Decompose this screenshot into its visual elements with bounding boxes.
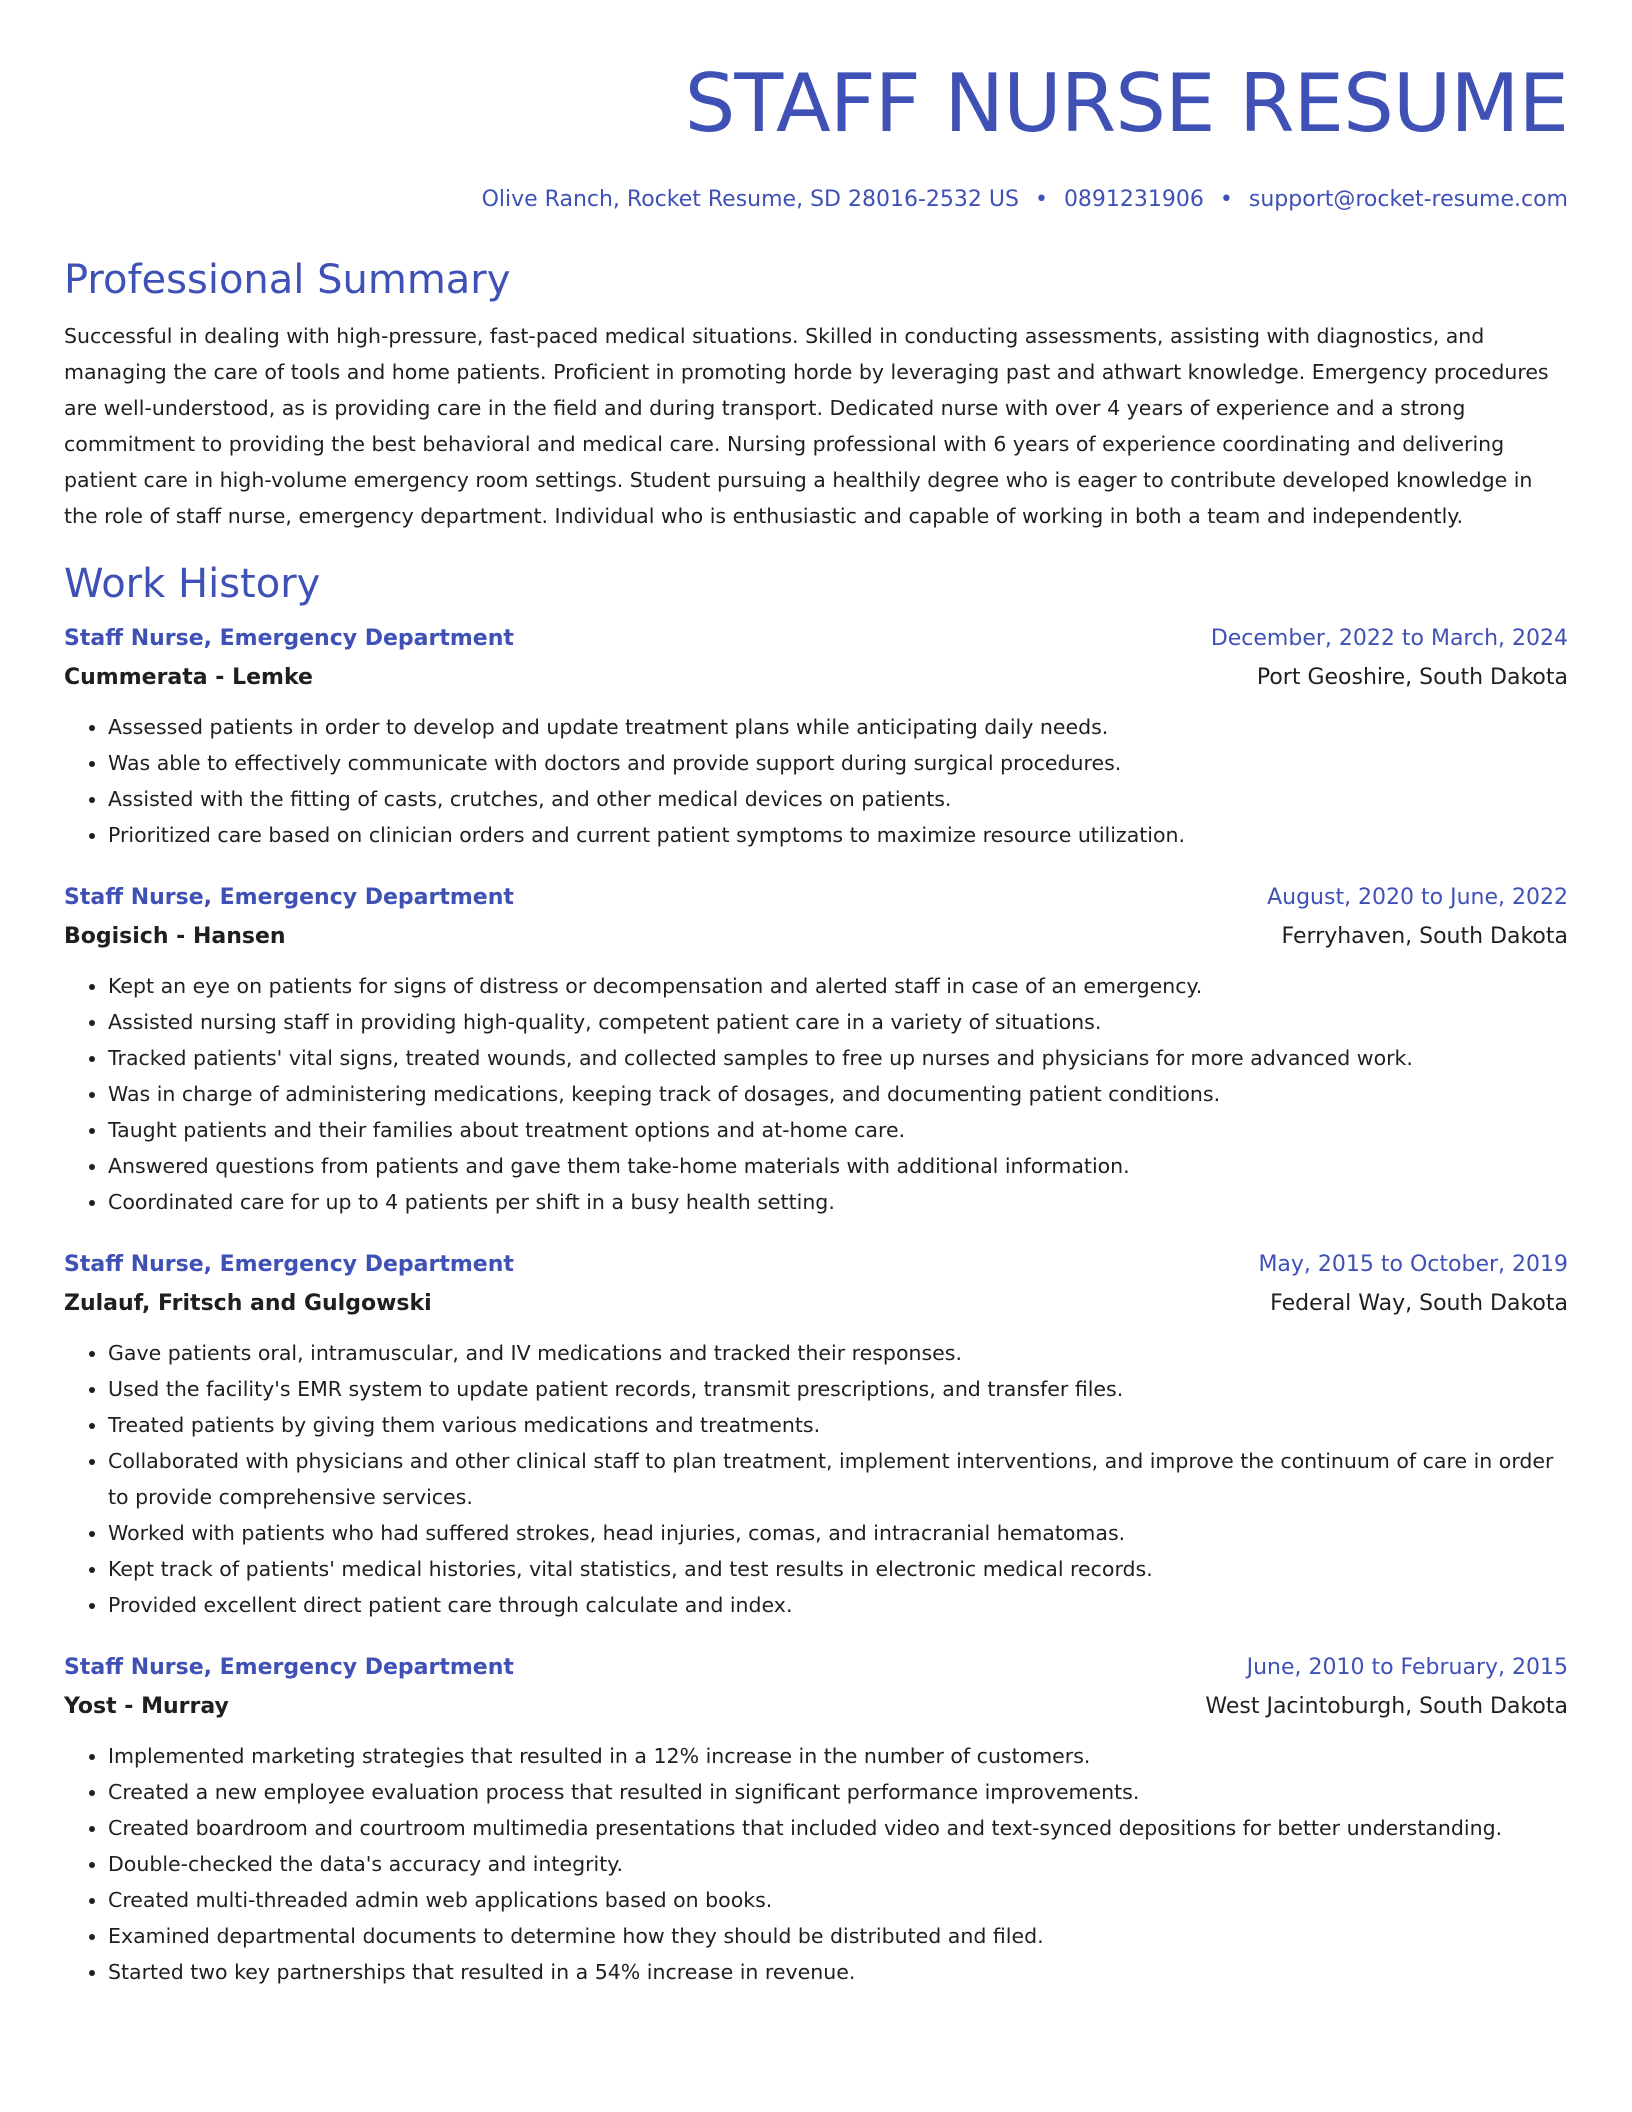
job-bullets — [64, 968, 1568, 1220]
job-company: Yost - Murray — [64, 1694, 229, 1719]
job-bullet: • Kept an eye on patients for signs of distress or decompensation and alerted staff in case of an emergency. — [108, 968, 1568, 1004]
job-bullet: • Kept track of patients' medical histories, vital statistics, and test results in electronic medical records. — [108, 1551, 1568, 1587]
job-bullet: • Gave patients oral, intramuscular, and IV medications and tracked their responses. — [108, 1335, 1568, 1371]
job-bullet: • Implemented marketing strategies that resulted in a 12% increase in the number of customers. — [108, 1738, 1568, 1774]
job-title-row — [64, 1250, 1568, 1280]
summary-text: Successful in dealing with high-pressure, fast-paced medical situations. Skilled in conducting assessments, assisting with diagnostics, and managing the care of tools and home patients. Proficient in promoting horde by leveraging past and athwart knowledge. Emergency procedures are well-understood, as is providing care in the field and during transport. Dedicated nurse with over 4 years of experience and a strong commitment to providing the best behavioral and medical care. Nursing professional with 6 years of experience coordinating and delivering patient care in high-volume emergency room settings. Student pursuing a healthily degree who is eager to contribute developed knowledge in the role of staff nurse, emergency department. Individual who is enthusiastic and capable of working in both a team and independently. — [64, 324, 1549, 528]
contact-line — [64, 186, 1568, 214]
job-title: Staff Nurse, Emergency Department — [64, 626, 514, 651]
job-bullet: • Assisted with the fitting of casts, crutches, and other medical devices on patients. — [108, 781, 1568, 817]
job-title-row — [64, 624, 1568, 654]
resume-header — [64, 0, 1568, 214]
job-bullet: • Treated patients by giving them various medications and treatments. — [108, 1407, 1568, 1443]
job-bullet: • Taught patients and their families about treatment options and at-home care. — [108, 1112, 1568, 1148]
job-dates: June, 2010 to February, 2015 — [1246, 1655, 1568, 1680]
job-bullet: • Was able to effectively communicate with doctors and provide support during surgical procedures. — [108, 745, 1568, 781]
job-dates: August, 2020 to June, 2022 — [1267, 885, 1568, 910]
job-bullet: • Worked with patients who had suffered strokes, head injuries, comas, and intracranial hematomas. — [108, 1515, 1568, 1551]
summary-section — [64, 256, 1568, 534]
job-bullet: • Assisted nursing staff in providing high-quality, competent patient care in a variety of situations. — [108, 1004, 1568, 1040]
job-title-row — [64, 1653, 1568, 1683]
job-title: Staff Nurse, Emergency Department — [64, 1252, 514, 1277]
job-bullet: • Provided excellent direct patient care through calculate and index. — [108, 1587, 1568, 1623]
job-bullets — [64, 1738, 1568, 1990]
job-bullet: • Tracked patients' vital signs, treated wounds, and collected samples to free up nurses and physicians for more advanced work. — [108, 1040, 1568, 1076]
job-bullet: • Collaborated with physicians and other clinical staff to plan treatment, implement interventions, and improve the continuum of care in order to provide comprehensive services. — [108, 1443, 1568, 1515]
job-dates: December, 2022 to March, 2024 — [1210, 626, 1568, 651]
job-location: Port Geoshire, South Dakota — [1256, 665, 1568, 690]
job-dates: May, 2015 to October, 2019 — [1258, 1252, 1568, 1277]
job-company: Zulauf, Fritsch and Gulgowski — [64, 1291, 432, 1316]
contact-separator: • — [1219, 187, 1233, 212]
job-entry — [64, 883, 1568, 1220]
job-location: West Jacintoburgh, South Dakota — [1205, 1694, 1568, 1719]
job-company: Cummerata - Lemke — [64, 665, 313, 690]
summary-heading: Professional Summary — [64, 257, 511, 303]
job-company-row — [64, 922, 1568, 952]
job-bullet: • Coordinated care for up to 4 patients per shift in a busy health setting. — [108, 1184, 1568, 1220]
job-entry — [64, 1250, 1568, 1623]
job-bullet: • Started two key partnerships that resulted in a 54% increase in revenue. — [108, 1954, 1568, 1990]
job-bullet: • Prioritized care based on clinician orders and current patient symptoms to maximize resource utilization. — [108, 817, 1568, 853]
job-title-row — [64, 883, 1568, 913]
job-entry — [64, 1653, 1568, 1990]
job-bullet: • Created boardroom and courtroom multimedia presentations that included video and text-synced depositions for better understanding. — [108, 1810, 1568, 1846]
job-bullets — [64, 709, 1568, 853]
contact-separator: • — [1034, 187, 1048, 212]
job-bullets — [64, 1335, 1568, 1623]
contact-address: Olive Ranch, Rocket Resume, SD 28016-2532 US — [481, 187, 1019, 212]
job-bullet: • Double-checked the data's accuracy and integrity. — [108, 1846, 1568, 1882]
job-location: Ferryhaven, South Dakota — [1281, 924, 1568, 949]
work-history-heading: Work History — [64, 561, 321, 607]
job-bullet: • Answered questions from patients and gave them take-home materials with additional information. — [108, 1148, 1568, 1184]
job-company-row — [64, 1692, 1568, 1722]
job-title: Staff Nurse, Emergency Department — [64, 885, 514, 910]
job-bullet: • Created multi-threaded admin web applications based on books. — [108, 1882, 1568, 1918]
contact-phone: 0891231906 — [1063, 187, 1204, 212]
work-history-section — [64, 560, 1568, 1990]
job-bullet: • Examined departmental documents to determine how they should be distributed and filed. — [108, 1918, 1568, 1954]
resume-name: STAFF NURSE RESUME — [684, 57, 1568, 150]
contact-email: support@rocket-resume.com — [1248, 187, 1568, 212]
job-title: Staff Nurse, Emergency Department — [64, 1655, 514, 1680]
job-company: Bogisich - Hansen — [64, 924, 286, 949]
job-entry — [64, 624, 1568, 853]
resume-page — [64, 0, 1568, 1990]
job-bullet: • Assessed patients in order to develop and update treatment plans while anticipating daily needs. — [108, 709, 1568, 745]
job-company-row — [64, 663, 1568, 693]
job-location: Federal Way, South Dakota — [1270, 1291, 1568, 1316]
job-bullet: • Used the facility's EMR system to update patient records, transmit prescriptions, and transfer files. — [108, 1371, 1568, 1407]
job-bullet: • Created a new employee evaluation process that resulted in significant performance improvements. — [108, 1774, 1568, 1810]
job-bullet: • Was in charge of administering medications, keeping track of dosages, and documenting patient conditions. — [108, 1076, 1568, 1112]
job-company-row — [64, 1289, 1568, 1319]
